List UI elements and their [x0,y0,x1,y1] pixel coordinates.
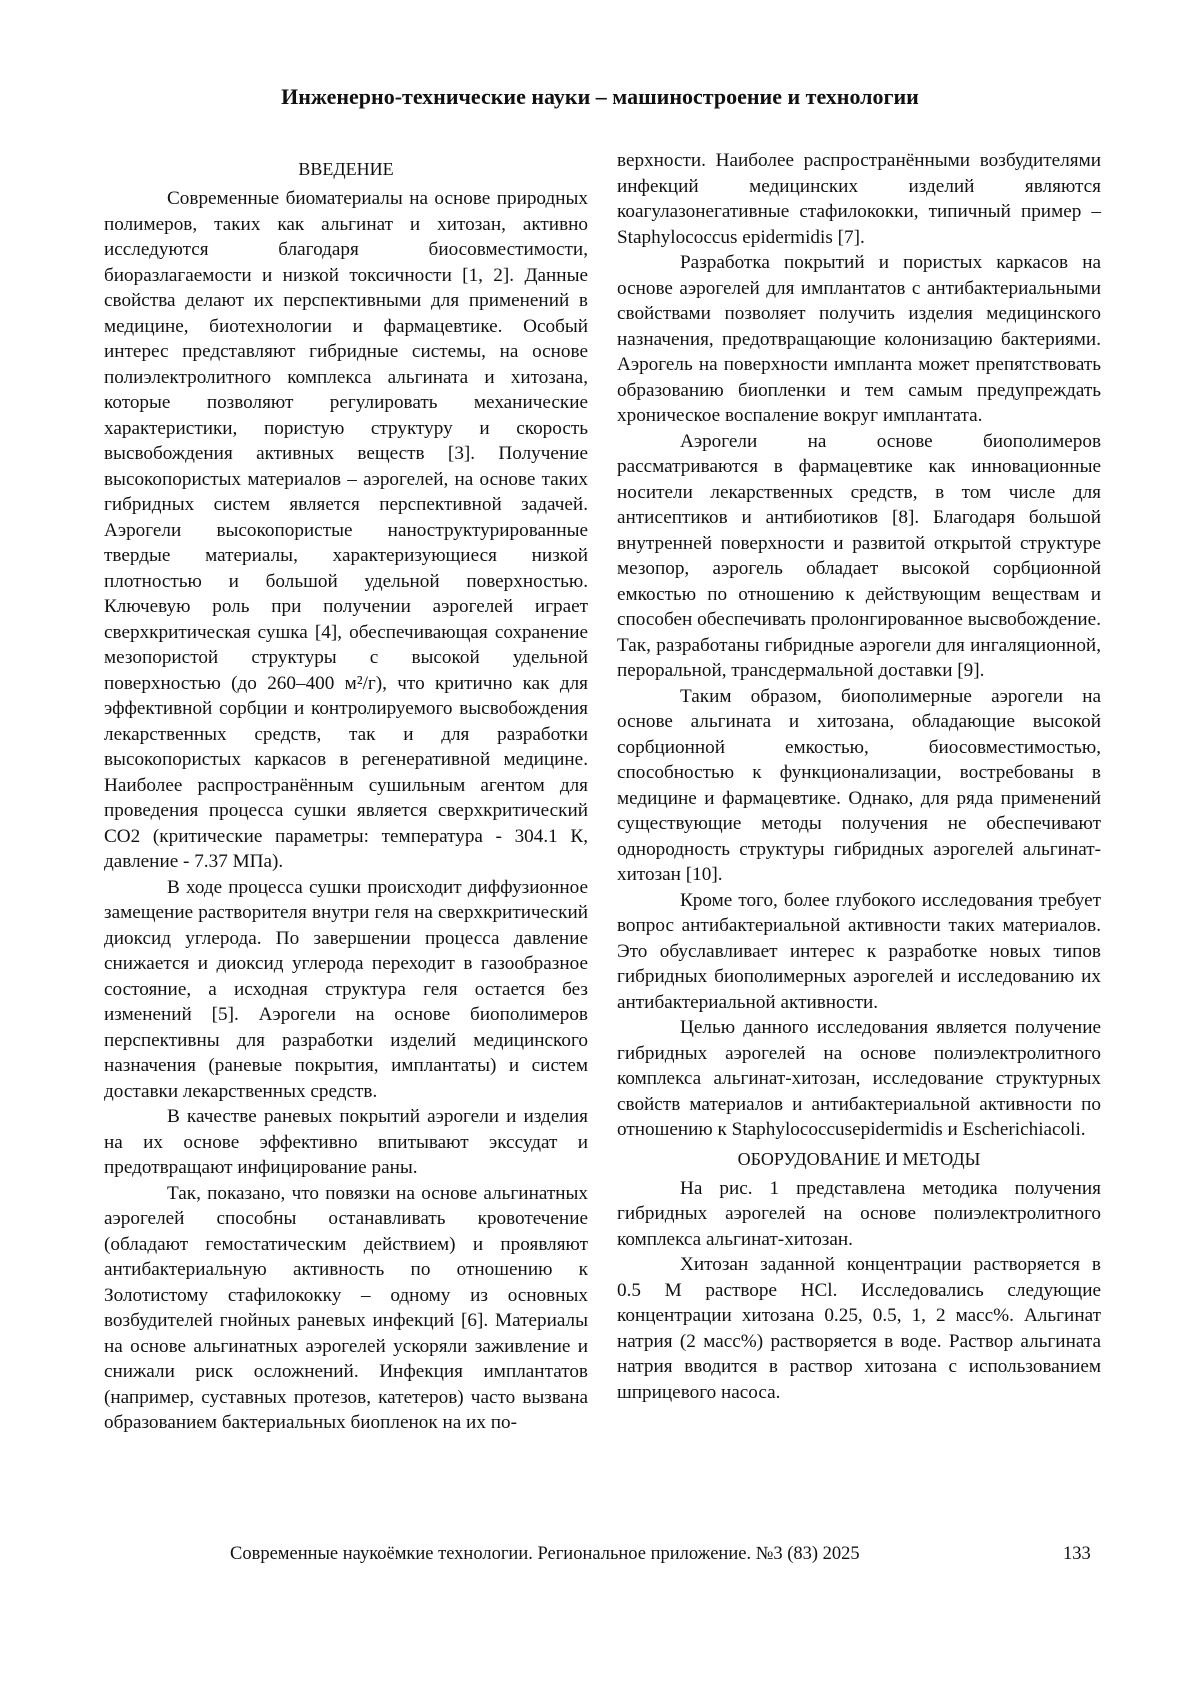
paragraph: Целью данного исследования является получение гибридных аэрогелей на основе полиэлектролитного комплекса альгинат-хитозан, исследование структурных свойств материалов и антибактериальной активности по отношению к Staphylococcusepidermidis и Escherichiacoli. [617,1017,1101,1140]
paragraph: Современные биоматериалы на основе природных полимеров, таких как альгинат и хитозан, активно исследуются благодаря биосовместимости, биоразлагаемости и низкой токсичности [1, 2]. Данные свойства делают их перспективными для применений в медицине, биотехнологии и фармацевтике. Особый интерес представляют гибридные системы, на основе полиэлектролитного комплекса альгината и хитозана, которые позволяют регулировать механические характеристики, пористую структуру и скорость высвобождения активных веществ [3]. Получение высокопористых материалов – аэрогелей, на основе таких гибридных систем является перспективной задачей. Аэрогели высокопористые наноструктурированные твердые материалы, характеризующиеся низкой плотностью и большой удельной поверхностью. Ключевую роль при получении аэрогелей играет сверхкритическая сушка [4], обеспечивающая сохранение мезопористой структуры с высокой удельной поверхностью (до 260–400 м²/г), что критично как для эффективной сорбции и контролируемого высвобождения лекарственных средств, так и для разработки высокопористых каркасов в регенеративной медицине. Наиболее распространённым сушильным агентом для проведения процесса сушки является сверхкритический CO2 (критические параметры: температура - 304.1 К, давление - 7.37 МПа). [104,188,588,872]
right-column [617,148,1101,1405]
left-column [104,150,588,1436]
paragraph: Разработка покрытий и пористых каркасов на основе аэрогелей для имплантатов с антибактериальными свойствами позволяет получить изделия медицинского назначения, предотвращающие колонизацию бактериями. Аэрогель на поверхности импланта может препятствовать образованию биопленки и тем самым предупреждать хроническое воспаление вокруг имплантата. [617,252,1101,426]
section-heading-introduction: ВВЕДЕНИЕ [298,159,394,179]
journal-citation: Современные наукоёмкие технологии. Региональное приложение. №3 (83) 2025 [230,1544,860,1564]
paragraph: На рис. 1 представлена методика получения гибридных аэрогелей на основе полиэлектролитного комплекса альгинат-хитозан. [617,1177,1101,1250]
paragraph: Так, показано, что повязки на основе альгинатных аэрогелей способны останавливать кровотечение (обладают гемостатическим действием) и проявляют антибактериальную активность по отношению к Золотистому стафилококку – одному из основных возбудителей гнойных раневых инфекций [6]. Материалы на основе альгинатных аэрогелей ускоряли заживление и снижали риск осложнений. Инфекция имплантатов (например, суставных протезов, катетеров) часто вызвана образованием бактериальных биопленок на их по- [104,1182,588,1433]
paragraph-continuation: верхности. Наиболее распространёнными возбудителями инфекций медицинских изделий являются коагулазонегативные стафилококки, типичный пример – Staphylococcus epidermidis [7]. [617,150,1101,248]
section-heading-methods: ОБОРУДОВАНИЕ И МЕТОДЫ [737,1148,981,1169]
paragraph: Таким образом, биополимерные аэрогели на основе альгината и хитозана, обладающие высокой сорбционной емкостью, биосовместимостью, способностью к функционализации, востребованы в медицине и фармацевтике. Однако, для ряда применений существующие методы получения не обеспечивают однородность структуры гибридных аэрогелей альгинат-хитозан [10]. [617,685,1101,885]
paragraph: В ходе процесса сушки происходит диффузионное замещение растворителя внутри геля на сверхкритический диоксид углерода. По завершении процесса давление снижается и диоксид углерода переходит в газообразное состояние, а исходная структура геля остается без изменений [5]. Аэрогели на основе биополимеров перспективны для разработки изделий медицинского назначения (раневые покрытия, имплантаты) и систем доставки лекарственных средств. [104,876,588,1102]
paragraph: Хитозан заданной концентрации растворяется в 0.5 М растворе HCl. Исследовались следующие концентрации хитозана 0.25, 0.5, 1, 2 масс%. Альгинат натрия (2 масс%) растворяется в воде. Раствор альгината натрия вводится в раствор хитозана с использованием шприцевого насоса. [617,1254,1101,1403]
running-header: Инженерно-технические науки – машиностроение и технологии [281,84,919,109]
page-number: 133 [1063,1544,1091,1564]
paragraph: В качестве раневых покрытий аэрогели и изделия на их основе эффективно впитывают экссудат и предотвращают инфицирование раны. [104,1106,588,1178]
paragraph: Аэрогели на основе биополимеров рассматриваются в фармацевтике как инновационные носители лекарственных средств, в том числе для антисептиков и антибиотиков [8]. Благодаря большой внутренней поверхности и развитой открытой структуре мезопор, аэрогель обладает высокой сорбционной емкостью по отношению к действующим веществам и способен обеспечивать пролонгированное высвобождение. Так, разработаны гибридные аэрогели для ингаляционной, пероральной, трансдермальной доставки [9]. [617,430,1101,681]
paragraph: Кроме того, более глубокого исследования требует вопрос антибактериальной активности таких материалов. Это обуславливает интерес к разработке новых типов гибридных биополимерных аэрогелей и исследованию их антибактериальной активности. [617,889,1101,1013]
